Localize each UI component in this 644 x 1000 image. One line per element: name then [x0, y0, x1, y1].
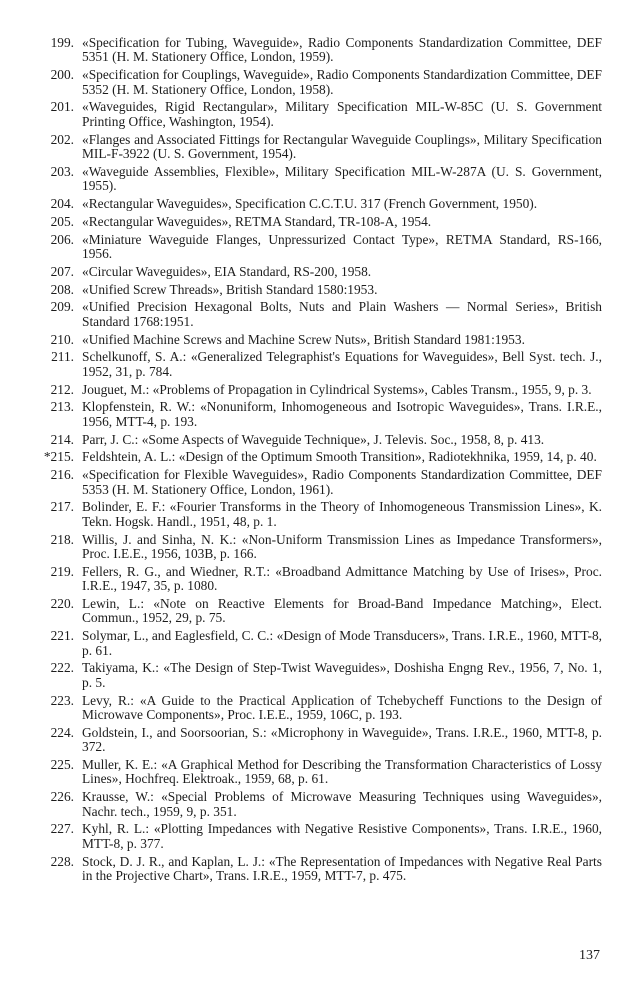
- reference-number: 220.: [50, 596, 74, 612]
- reference-text: «Circular Waveguides», EIA Standard, RS-200, 1958.: [82, 263, 372, 279]
- reference-number: 207.: [50, 263, 74, 279]
- reference-number: 221.: [50, 628, 74, 644]
- reference-text: Parr, J. C.: «Some Aspects of Waveguide Technique», J. Televis. Soc., 1958, 8, p. 413.: [82, 431, 545, 447]
- reference-number: 204.: [50, 196, 74, 212]
- reference-text: Jouguet, M.: «Problems of Propagation in Cylindrical Systems», Cables Transm., 1955, 9, p. 3.: [82, 381, 592, 397]
- reference-number: 202.: [50, 131, 74, 147]
- reference-text: Muller, K. E.: «A Graphical Method for Describing the Transformation Characteristics of Lossy Lines», Hochfreq. Elektroak., 1959, 68, p. 61.: [82, 757, 602, 787]
- reference-text: «Specification for Couplings, Waveguide», Radio Components Standardization Committee, DEF 5352 (H. M. Stationery Office, London, 1958).: [82, 67, 602, 97]
- reference-text: «Waveguides, Rigid Rectangular», Military Specification MIL-W-85C (U. S. Government Printing Office, Washington, 1954).: [82, 99, 602, 129]
- reference-entry: [0, 350, 644, 379]
- reference-entry: [0, 68, 644, 97]
- reference-entry: [0, 333, 644, 347]
- reference-text: Willis, J. and Sinha, N. K.: «Non-Uniform Transmission Lines as Impedance Transformers», Proc. I.E.E., 1956, 103B, p. 166.: [82, 531, 602, 562]
- reference-text: Krausse, W.: «Special Problems of Microwave Measuring Techniques using Waveguides», Nachr. tech., 1959, 9, p. 351.: [82, 789, 602, 819]
- reference-text: Lewin, L.: «Note on Reactive Elements for Broad-Band Impedance Matching», Elect. Commun., 1952, 29, p. 75.: [82, 596, 602, 626]
- reference-number: 219.: [50, 563, 74, 579]
- reference-number: 213.: [50, 399, 74, 415]
- reference-number: 208.: [50, 281, 74, 297]
- reference-text: «Rectangular Waveguides», RETMA Standard, TR-108-A, 1954.: [82, 213, 432, 229]
- reference-text: «Rectangular Waveguides», Specification C.C.T.U. 317 (French Government, 1950).: [82, 196, 538, 212]
- reference-number: 206.: [50, 231, 74, 247]
- reference-entry: [0, 433, 644, 447]
- reference-entry: [0, 36, 644, 65]
- reference-number: 227.: [50, 821, 74, 837]
- reference-entry: [0, 597, 644, 626]
- reference-number: 200.: [50, 67, 74, 83]
- reference-text: «Unified Machine Screws and Machine Screw Nuts», British Standard 1981:1953.: [82, 331, 525, 347]
- reference-list: [0, 36, 644, 887]
- reference-entry: [0, 400, 644, 429]
- reference-number: 224.: [50, 724, 74, 740]
- reference-entry: [0, 629, 644, 658]
- reference-number: 217.: [50, 499, 74, 515]
- reference-entry: [0, 300, 644, 329]
- reference-number: 205.: [50, 213, 74, 229]
- reference-entry: [0, 661, 644, 690]
- reference-text: Feldshtein, A. L.: «Design of the Optimum Smooth Transition», Radiotekhnika, 1959, 14, p. 40.: [82, 449, 597, 465]
- reference-entry: [0, 265, 644, 279]
- reference-number: 223.: [50, 692, 74, 708]
- reference-text: Kyhl, R. L.: «Plotting Impedances with Negative Resistive Components», Trans. I.R.E., 1960, MTT-8, p. 377.: [82, 821, 602, 851]
- reference-entry: [0, 533, 644, 562]
- reference-text: «Waveguide Assemblies, Flexible», Military Specification MIL-W-287A (U. S. Government, 1955).: [82, 163, 602, 194]
- reference-number: 228.: [50, 853, 74, 869]
- reference-entry: [0, 215, 644, 229]
- reference-entry: [0, 726, 644, 755]
- reference-entry: [0, 565, 644, 594]
- reference-number: 211.: [51, 349, 74, 365]
- reference-text: Levy, R.: «A Guide to the Practical Application of Tchebycheff Functions to the Design of Microwave Components», Proc. I.E.E., 1959, 106C, p. 193.: [82, 692, 602, 723]
- reference-number: 199.: [50, 35, 74, 50]
- reference-number: 214.: [50, 431, 74, 447]
- reference-text: «Specification for Tubing, Waveguide», Radio Components Standardization Committee, DEF 5351 (H. M. Stationery Office, London, 1959).: [82, 35, 602, 65]
- reference-text: Stock, D. J. R., and Kaplan, L. J.: «The Representation of Impedances with Negative Real Parts in the Projective Chart», Trans. I.R.E., 1959, MTT-7, p. 475.: [82, 853, 602, 884]
- reference-entry: [0, 855, 644, 884]
- reference-entry: [0, 694, 644, 723]
- reference-entry: [0, 383, 644, 397]
- reference-number: 216.: [50, 467, 74, 483]
- reference-number: 201.: [50, 99, 74, 115]
- reference-number: 203.: [50, 163, 74, 179]
- reference-entry: [0, 100, 644, 129]
- reference-text: «Unified Screw Threads», British Standard 1580:1953.: [82, 281, 378, 297]
- reference-number: 222.: [50, 660, 74, 676]
- reference-entry: [0, 500, 644, 529]
- reference-text: Schelkunoff, S. A.: «Generalized Telegraphist's Equations for Waveguides», Bell Syst. tech. J., 1952, 31, p. 784.: [82, 349, 602, 379]
- reference-text: Fellers, R. G., and Wiedner, R.T.: «Broadband Admittance Matching by Use of Irises», Proc. I.R.E., 1947, 35, p. 1080.: [82, 563, 602, 594]
- page-number: 137: [579, 948, 600, 963]
- reference-entry: [0, 165, 644, 194]
- reference-number: 212.: [50, 381, 74, 397]
- reference-text: Bolinder, E. F.: «Fourier Transforms in the Theory of Inhomogeneous Transmission Lines», K. Tekn. Hogsk. Handl., 1951, 48, p. 1.: [82, 499, 602, 529]
- reference-number: *215.: [43, 449, 74, 465]
- reference-number: 209.: [50, 299, 74, 315]
- reference-number: 225.: [50, 757, 74, 773]
- reference-entry: [0, 283, 644, 297]
- reference-text: «Specification for Flexible Waveguides», Radio Components Standardization Committee, DEF 5353 (H. M. Stationery Office, London, 1961).: [82, 467, 602, 497]
- reference-text: «Miniature Waveguide Flanges, Unpressurized Contact Type», RETMA Standard, RS-166, 1956.: [82, 231, 602, 262]
- reference-entry: [0, 197, 644, 211]
- reference-text: Klopfenstein, R. W.: «Nonuniform, Inhomogeneous and Isotropic Waveguides», Trans. I.R.E., 1956, MTT-4, p. 193.: [82, 399, 602, 429]
- reference-text: Takiyama, K.: «The Design of Step-Twist Waveguides», Doshisha Engng Rev., 1956, 7, No. 1, p. 5.: [82, 660, 602, 690]
- reference-entry: [0, 822, 644, 851]
- reference-entry: [0, 133, 644, 162]
- reference-text: «Unified Precision Hexagonal Bolts, Nuts and Plain Washers — Normal Series», British Standard 1768:1951.: [82, 299, 602, 329]
- reference-text: «Flanges and Associated Fittings for Rectangular Waveguide Couplings», Military Specification MIL-F-3922 (U. S. Government, 1954).: [82, 131, 602, 162]
- reference-entry: [0, 468, 644, 497]
- reference-number: 210.: [50, 331, 74, 347]
- reference-text: Solymar, L., and Eaglesfield, C. C.: «Design of Mode Transducers», Trans. I.R.E., 1960, MTT-8, p. 61.: [82, 628, 602, 658]
- reference-text: Goldstein, I., and Soorsoorian, S.: «Microphony in Waveguide», Trans. I.R.E., 1960, MTT-8, p. 372.: [82, 724, 602, 755]
- reference-number: 226.: [50, 789, 74, 805]
- reference-entry: [0, 758, 644, 787]
- reference-entry: [0, 790, 644, 819]
- reference-entry: [0, 450, 644, 464]
- reference-entry: [0, 233, 644, 262]
- reference-number: 218.: [50, 531, 74, 547]
